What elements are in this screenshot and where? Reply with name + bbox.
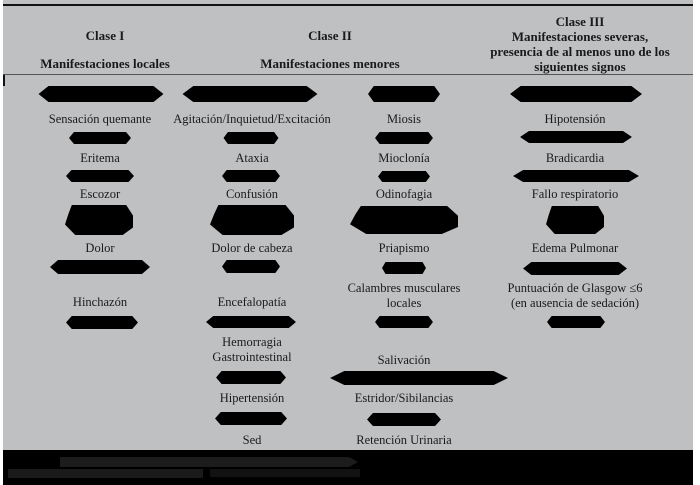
redacted-cell — [330, 371, 508, 385]
cell-text: Estridor/Sibilancias — [354, 391, 454, 405]
footer-redacted-line — [210, 469, 360, 477]
cell-text: Sed — [242, 433, 262, 447]
col-header-clase-ii — [250, 28, 410, 71]
cell-text: Odinofagia — [375, 187, 433, 201]
page-margin — [693, 0, 700, 485]
cell-text: Sensación quemante — [48, 112, 152, 126]
redacted-cell — [350, 206, 458, 234]
cell-text: Encefalopatía — [217, 295, 287, 309]
footer-redacted — [3, 450, 695, 485]
redacted-cell — [222, 260, 280, 273]
top-rule — [3, 4, 695, 6]
cell-text: Calambres musculares — [347, 281, 461, 295]
header-title: Clase II — [308, 28, 352, 43]
cell-text: Fallo respiratorio — [531, 187, 619, 201]
cell-text: Hipotensión — [544, 112, 606, 126]
redacted-cell — [210, 205, 294, 235]
redacted-cell — [368, 86, 440, 102]
col-header-clase-i — [30, 28, 180, 71]
left-tick — [3, 75, 5, 86]
redacted-cell — [66, 170, 134, 182]
redacted-cell — [547, 316, 605, 328]
redacted-cell — [206, 316, 296, 328]
cell-text: Edema Pulmonar — [531, 241, 619, 255]
cell-text: Miosis — [386, 112, 422, 126]
header-subtitle: Manifestaciones menores — [260, 56, 400, 71]
header-subtitle: Manifestaciones locales — [40, 56, 170, 71]
footer-redacted-line — [60, 457, 358, 467]
redacted-cell — [66, 316, 138, 329]
redacted-cell — [523, 262, 627, 275]
redacted-cell — [216, 371, 286, 384]
redacted-cell — [520, 131, 632, 143]
redacted-cell — [375, 316, 433, 328]
redacted-cell — [65, 205, 133, 235]
cell-text: Priapismo — [378, 241, 430, 255]
cell-text: Hinchazón — [72, 295, 128, 309]
header-subtitle-line: siguientes signos — [534, 59, 626, 74]
redacted-cell — [378, 171, 430, 182]
cell-text: Salivación — [377, 353, 431, 367]
cell-text: Eritema — [80, 151, 120, 165]
redacted-cell — [375, 132, 433, 144]
cell-text: locales — [386, 296, 422, 310]
cell-text: Hipertensión — [219, 391, 285, 405]
cell-text: (en ausencia de sedación) — [510, 296, 640, 310]
cell-text: Gastrointestinal — [212, 350, 292, 364]
redacted-cell — [367, 413, 441, 426]
redacted-cell — [546, 206, 604, 234]
redacted-cell — [69, 132, 131, 144]
header-title: Clase III — [555, 14, 605, 29]
redacted-cell — [183, 86, 318, 102]
redacted-cell — [222, 170, 280, 182]
cell-text: Dolor de cabeza — [211, 241, 293, 255]
header-divider — [3, 74, 695, 75]
cell-text: Mioclonía — [378, 151, 430, 165]
cell-text: Dolor — [85, 241, 115, 255]
cell-text: Retención Urinaria — [356, 433, 452, 447]
cell-text: Ataxia — [235, 151, 269, 165]
cell-text: Bradicardia — [545, 151, 605, 165]
redacted-cell — [513, 170, 639, 182]
footer-redacted-line — [8, 469, 203, 478]
redacted-cell — [215, 412, 287, 425]
redacted-cell — [382, 262, 426, 274]
cell-text: Escozor — [79, 187, 121, 201]
cell-text: Puntuación de Glasgow ≤6 — [507, 281, 643, 295]
cell-text: Confusión — [225, 187, 279, 201]
header-subtitle-line: Manifestaciones severas, — [511, 29, 649, 44]
col-header-clase-iii — [480, 14, 680, 74]
redacted-cell — [39, 86, 164, 102]
redacted-cell — [224, 132, 279, 144]
redacted-cell — [50, 260, 150, 274]
cell-text: Hemorragia — [222, 335, 282, 349]
redacted-cell — [510, 86, 642, 102]
header-title: Clase I — [85, 28, 125, 43]
header-subtitle-line: presencia de al menos uno de los — [490, 44, 670, 59]
cell-text: Agitación/Inquietud/Excitación — [173, 112, 331, 126]
